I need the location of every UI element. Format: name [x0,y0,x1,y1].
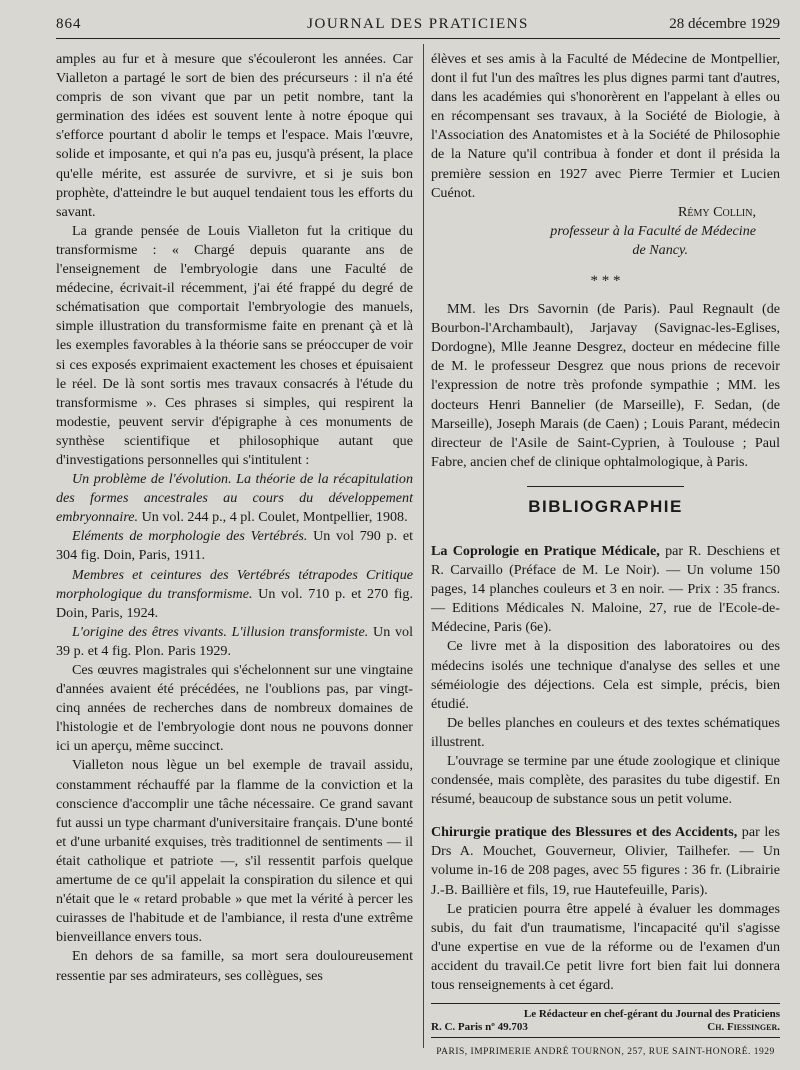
bib-entry-authors: par les Drs A. Mouchet, Gouverneur, Olivier, Tailhefer. — Un volume in-16 de 208 pages, avec 55 figures : 36 fr. (Librairie J.-B. Baillière et fils, 19, rue Hautefeuille, Paris). [431,824,781,898]
paragraph-oeuvres: Ces œuvres magistrales qui s'échelonnent sur une vingtaine d'années avaient été précédées, ne l'oublions pas, par vingt-cinq années de recherches dans de nombreux domaines de l'histologie et de l'embryologie dont nous ne pouvons donner ici un aperçu, même succinct. [56,662,413,755]
bib-entry-paragraph: Le praticien pourra être appelé à évaluer les dommages subis, du fait d'un traumatisme, l'incapacité qu'il s'agisse d'une expertise en vue de la réforme ou de l'examen d'un accident du travail.Ce petit livre fort bien fait lui donnera tous renseignements à cet égard. [431,900,780,994]
footer-rule-2 [431,1037,780,1038]
paragraph-legacy: Vialleton nous lègue un bel exemple de travail assidu, constamment réchauffé par la flamme de la conviction et la conscience d'accomplir une tâche nécessaire. Ce grand savant fut aussi un type charmant d'universitaire français. D'une bonté et d'une urbanité exquises, très traditionnel de sentiments — il était catholique et patriote —, s'il ressentit parfois quelque amertume de ce qu'il appelait la conspiration du silence et qui n'était que le « retard probable » que met la vérité à percer les cuirasses de l'habitude et de l'ambiance, il resta d'une extrême bienveillance envers tous. [56,757,413,946]
issue-date: 28 décembre 1929 [669,16,780,32]
editor-name: Ch. Fiessinger. [707,1021,780,1034]
signature-role: professeur à la Faculté de Médecine [550,222,756,239]
work-details: Un vol. 244 p., 4 pl. Coulet, Montpellier, 1908. [138,509,408,526]
work-title: Membres et ceintures des Vertébrés tétrapodes Critique morphologique du transformisme. [56,566,413,602]
signature-block [431,203,780,260]
paragraph-continuation: amples au fur et à mesure que s'écouleront les années. Car Vialleton a partagé le sort de bien des précurseurs : il n'a été compris de son vivant que par un petit nombre, tant la germination des idées est souvent lente à notre époque qui s'efforce pourtant d abolir le temps et l'espace. Mais l'œuvre, solide et imposante, et qui n'a pas eu, jusqu'à présent, la place qu'elle mérite, est assurée de survivre, et si je suis bon prophète, d'atteindre le but auquel tendaient tous les efforts du savant. [56,51,413,220]
bib-entry-title: La Coprologie en Pratique Médicale, [431,542,660,559]
paragraph-continued: élèves et ses amis à la Faculté de Médecine de Montpellier, dont il fut l'un des maîtres les plus dignes parmi tant d'autres, dans les académies qui s'honorèrent en l'appelant à elles ou en récompensant ses travaux, à la Société de Biologie, à l'Association des Anatomistes et à la Société de Philosophie de la Nature qu'il contribua à fonder et dont il présida la première session en 1927 avec Pierre Termier et Lucien Cuénot. [431,51,780,201]
bib-entry-header [431,823,780,899]
column-divider [423,44,424,1048]
printer-line: PARIS, IMPRIMERIE ANDRÉ TOURNON, 257, RUE SAINT-HONORÉ. 1929 [436,1047,775,1058]
work-entry [56,566,413,623]
header-rule [56,38,780,39]
work-title: Un problème de l'évolution. La théorie de la récapitulation des formes ancestrales au cours du développement embryonnaire. [56,471,413,526]
registration-line [431,1021,780,1034]
right-column [431,50,780,1059]
work-details: Un vol 790 p. et 304 fig. Doin, Paris, 1911. [56,528,413,564]
work-entry [56,470,413,527]
bib-entry-paragraph: De belles planches en couleurs et des textes schématiques illustrent. [431,714,780,750]
paragraph-transformisme: La grande pensée de Louis Vialleton fut la critique du transformisme : « Chargé depuis quarante ans de l'enseignement de l'embryologie dans une Faculté de médecine, écrivait-il récemment, j'ai été frappé du degré de schématisation que comportait l'embryologie des manuels, simple illustration du transformisme faite en prenant çà et là les exemples favorables à la théorie sans se préoccuper de voir si ces exposés exprimaient exactement les choses et épuisaient le réel. De là sont sortis mes travaux consacrés à l'étude du transformisme ». Ces phrases si simples, qui respirent la modestie, peuvent servir d'épigraphe à ces monuments de synthèse scientifique et philosophique autant que d'investigations personnelles qui s'intitulent : [56,222,413,468]
page-number: 864 [56,16,82,32]
left-column [56,50,413,986]
rc-number: R. C. Paris nº 49.703 [431,1021,528,1034]
editor-line: Le Rédacteur en chef-gérant du Journal des Praticiens [523,1008,780,1021]
editor-footer [431,1008,780,1059]
bib-entry-title: Chirurgie pratique des Blessures et des Accidents, [431,824,738,841]
work-title: Eléments de morphologie des Vertébrés. [72,528,308,545]
work-entry [56,623,413,661]
asterism: * * * [590,273,621,290]
work-details: Un vol. 710 p. et 270 fig. Doin, Paris, 1924. [56,585,413,621]
bibliography-title: BIBLIOGRAPHIE [528,496,683,516]
signature-name: Rémy Collin, [677,203,756,220]
bib-entry-paragraph: Ce livre met à la disposition des laboratoires ou des médecins isolés une technique d'analyse des selles et une séméiologie des déjections. Cela est simple, précis, bien étudié. [431,638,780,712]
work-entry [56,527,413,565]
work-title: L'origine des êtres vivants. L'illusion transformiste. [72,623,369,640]
bibliography-rule [527,486,684,487]
bib-entry-header [431,542,780,637]
paragraph-family: En dehors de sa famille, sa mort sera douloureusement ressentie par ses admirateurs, ses collègues, ses [56,948,413,984]
bib-entry-authors: par R. Deschiens et R. Carvaillo (Préface de M. Le Noir). — Un volume 150 pages, 14 planches couleurs et 3 en noir. — Prix : 35 francs. — Editions Médicales N. Maloine, 27, rue de l'Ecole-de-Médecine, Paris (6e). [431,542,781,636]
work-details: Un vol 39 p. et 4 fig. Plon. Paris 1929. [56,623,413,659]
footer-rule [431,1003,780,1004]
bib-entry-paragraph: L'ouvrage se termine par une étude zoologique et clinique condensée, mais complète, des parasites du tube digestif. En résumé, beaucoup de substance sous un petit volume. [431,753,780,808]
signature-role-2: de Nancy. [632,241,688,258]
journal-title: JOURNAL DES PRATICIENS [307,16,529,32]
page-header [56,16,780,38]
paragraph-thanks: MM. les Drs Savornin (de Paris). Paul Regnault (de Bourbon-l'Archambault), Jarjavay (Savignac-les-Eglises, Dordogne), Mlle Jeanne Desgrez, docteur en médecine fille de M. le professeur Desgrez que nous prions de recevoir l'expression de notre très profonde sympathie ; MM. les docteurs Henri Bannelier (de Marseille), F. Sedan, (de Marseille), Joseph Marais (de Caen) ; Louis Parant, médecin directeur de l'Asile de Saint-Cyprien, à Toulouse ; Paul Fabre, ancien chef de clinique ophtalmologique, à Paris. [431,301,780,470]
